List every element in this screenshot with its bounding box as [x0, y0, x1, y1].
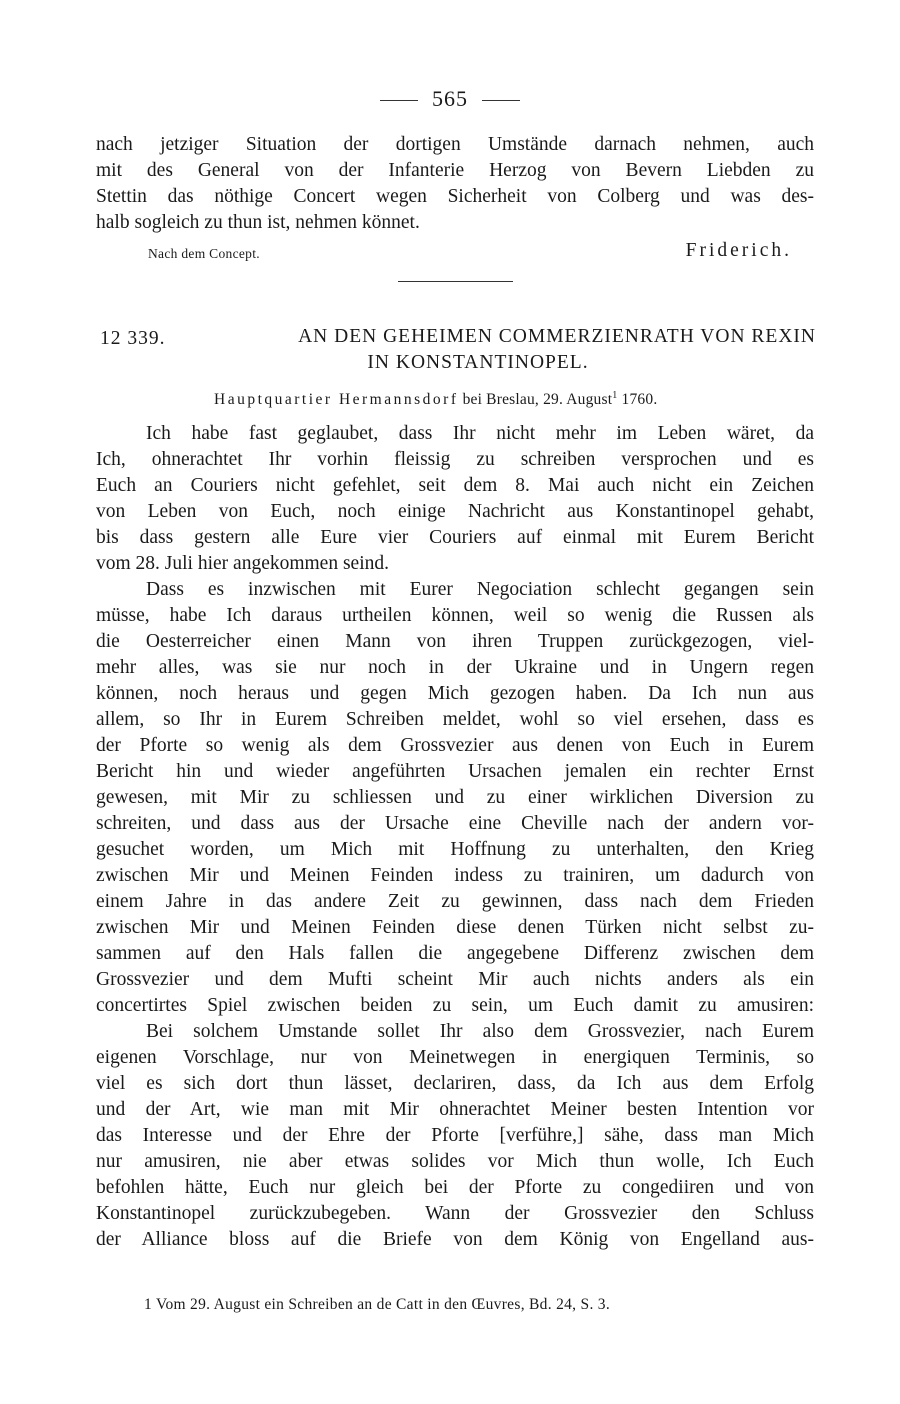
- dateline: [214, 390, 657, 409]
- text-line: nur amusiren, nie aber etwas solides vor Mich thun wolle, Ich Euch: [96, 1151, 814, 1172]
- text-line: Bei solchem Umstande sollet Ihr also dem Grossvezier, nach Eurem: [146, 1021, 814, 1042]
- text-line: viel es sich dort thun lässet, declariren, dass, da Ich aus dem Erfolg: [96, 1073, 814, 1094]
- text-line: nach jetziger Situation der dortigen Umstände darnach nehmen, auch: [96, 134, 814, 155]
- text-line: das Interesse und der Ehre der Pforte [verführe,] sähe, dass man Mich: [96, 1125, 814, 1146]
- dateline-place: Hauptquartier Hermannsdorf: [214, 391, 459, 409]
- body-text: [96, 421, 814, 1253]
- paragraph-3: [96, 1019, 814, 1253]
- text-line: Bericht hin und wieder angeführten Ursachen jemalen ein rechter Ernst: [96, 761, 814, 782]
- text-line: von Leben von Euch, noch einige Nachricht aus Konstantinopel gehabt,: [96, 501, 814, 522]
- text-line: halb sogleich zu thun ist, nehmen könnet.: [96, 212, 420, 233]
- text-line: vom 28. Juli hier angekommen seind.: [96, 553, 389, 574]
- text-line: concertirtes Spiel zwischen beiden zu sein, um Euch damit zu amusiren:: [96, 995, 814, 1016]
- source-note: Nach dem Concept.: [148, 246, 260, 261]
- paragraph-2: [96, 577, 814, 1019]
- text-line: zwischen Mir und Meinen Feinden diese denen Türken nicht selbst zu-: [96, 917, 814, 938]
- text-line: zwischen Mir und Meinen Feinden indess zu trainiren, um dadurch von: [96, 865, 814, 886]
- text-line: der Alliance bloss auf die Briefe von dem König von Engelland aus-: [96, 1229, 814, 1250]
- text-line: der Pforte so wenig als dem Grossvezier aus denen von Euch in Eurem: [96, 735, 814, 756]
- top-paragraph: [96, 132, 814, 236]
- paragraph-1: [96, 421, 814, 577]
- heading-line-2: IN KONSTANTINOPEL.: [367, 352, 589, 373]
- text-line: müsse, habe Ich daraus urtheilen können, weil so wenig die Russen als: [96, 605, 814, 626]
- text-line: gewesen, mit Mir zu schliessen und zu einer wirklichen Diversion zu: [96, 787, 814, 808]
- page-number: [0, 86, 900, 112]
- text-line: gesuchet worden, um Mich mit Hoffnung zu unterhalten, den Krieg: [96, 839, 814, 860]
- text-line: allem, so Ihr in Eurem Schreiben meldet, wohl so viel ersehen, dass es: [96, 709, 814, 730]
- text-line: können, noch heraus und gegen Mich gezogen haben. Da Ich nun aus: [96, 683, 814, 704]
- text-line: Konstantinopel zurückzubegeben. Wann der Grossvezier den Schluss: [96, 1203, 814, 1224]
- text-line: sammen auf den Hals fallen die angegebene Differenz zwischen dem: [96, 943, 814, 964]
- text-line: mit des General von der Infanterie Herzog von Bevern Liebden zu: [96, 160, 814, 181]
- footnote: 1 Vom 29. August ein Schreiben an de Catt in den Œuvres, Bd. 24, S. 3.: [144, 1296, 611, 1313]
- text-line: eigenen Vorschlage, nur von Meinetwegen in energiquen Terminis, so: [96, 1047, 814, 1068]
- text-line: Ich habe fast geglaubet, dass Ihr nicht mehr im Leben wäret, da: [146, 423, 814, 444]
- text-line: schreiten, und dass aus der Ursache eine Cheville nach der andern vor-: [96, 813, 814, 834]
- text-line: Ich, ohnerachtet Ihr vorhin fleissig zu schreiben versprochen und es: [96, 449, 814, 470]
- page-number-dash-left: [380, 100, 418, 101]
- text-line: Stettin das nöthige Concert wegen Sicherheit von Colberg und was des-: [96, 186, 814, 207]
- text-line: mehr alles, was sie nur noch in der Ukraine und in Ungern regen: [96, 657, 814, 678]
- text-line: bis dass gestern alle Eure vier Couriers auf einmal mit Eurem Bericht: [96, 527, 814, 548]
- letter-number: 12 339.: [100, 328, 166, 349]
- page-number-dash-right: [482, 100, 520, 101]
- page-number-text: 565: [432, 86, 468, 111]
- signature: Friderich.: [685, 240, 792, 261]
- text-line: Dass es inzwischen mit Eurer Negociation schlecht gegangen sein: [146, 579, 814, 600]
- text-line: einem Jahre in das andere Zeit zu gewinnen, dass nach dem Frieden: [96, 891, 814, 912]
- text-line: und der Art, wie man mit Mir ohnerachtet Meiner besten Intention vor: [96, 1099, 814, 1120]
- text-line: Euch an Couriers nicht gefehlet, seit dem 8. Mai auch nicht ein Zeichen: [96, 475, 814, 496]
- text-line: Grossvezier und dem Mufti scheint Mir auch nichts anders als ein: [96, 969, 814, 990]
- dateline-year: 1760.: [617, 391, 658, 409]
- heading-line-1: AN DEN GEHEIMEN COMMERZIENRATH VON REXIN: [298, 326, 816, 347]
- footnote-mark: 1: [612, 390, 618, 401]
- text-line: befohlen hätte, Euch nur gleich bei der Pforte zu congediiren und von: [96, 1177, 814, 1198]
- section-separator: [398, 281, 513, 282]
- text-line: die Oesterreicher einen Mann von ihren Truppen zurückgezogen, viel-: [96, 631, 814, 652]
- dateline-rest: bei Breslau, 29. August: [462, 391, 613, 409]
